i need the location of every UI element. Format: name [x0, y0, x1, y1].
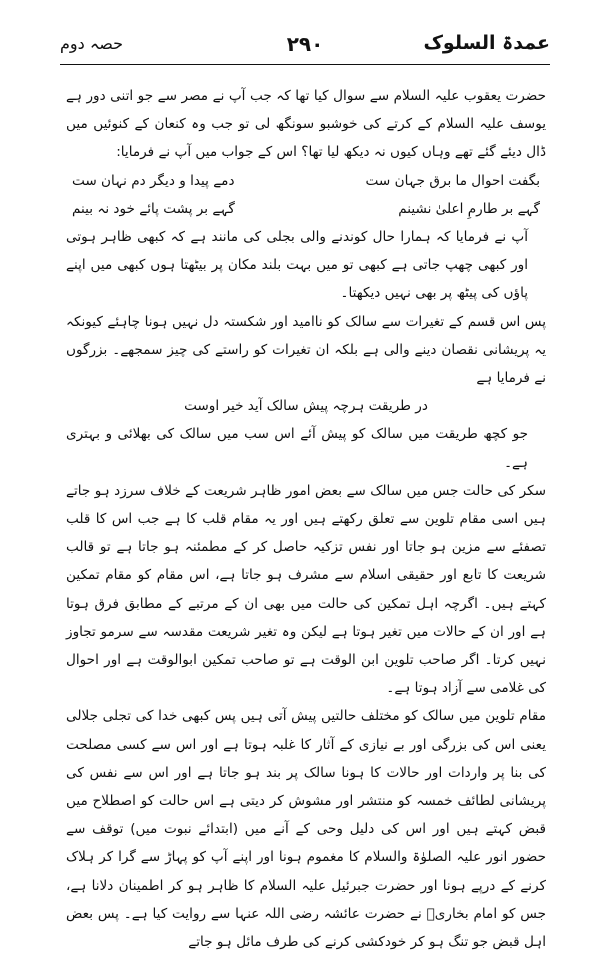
paragraph-6: مقام تلوین میں سالک کو مختلف حالتیں پیش آتی ہیں پس کبھی خدا کی تجلی جلالی یعنی اس کی بزرگی اور بے نیازی کے آثار کا غلبہ ہوتا ہے اور اس سے کسی مصلحت کی بنا پر واردات اور حالات کا ہونا سالک پر بند ہو جاتا ہے اور اس سے نفس کی پریشانی لطائف خمسہ کو منتشر اور مشوش کر دیتی ہے اس حالت کو اصطلاح میں قبض کہتے ہیں اور اس کی دلیل وحی کے آنے میں (ابتدائے نبوت میں) توقف سے حضور انور علیہ الصلوٰۃ والسلام کا مغموم ہونا اور اپنے آپ کو پہاڑ سے گرا کر ہلاک کرنے کے درپے ہونا اور حضرت جبرئیل علیہ السلام کا ظاہر ہو کر اطمینان دلانا ہے، جس کو امام بخاریؒ نے حضرت عائشہ رضی اللہ عنہا سے روایت کیا ہے۔ پس بعض اہل قبض جو تنگ ہو کر خودکشی کرنے کی طرف مائل ہو جاتے — [66, 708, 546, 951]
paragraph-4: جو کچھ طریقت میں سالک کو پیش آئے اس سب میں سالک کی بھلائی و بہتری ہے۔ — [66, 426, 528, 471]
part-label: حصہ دوم — [60, 34, 123, 53]
book-title: عمدۃ السلوک — [423, 32, 550, 54]
couplet-1 — [72, 167, 540, 195]
hemistich-1b: دمے پیدا و دیگر دم نہان ست — [72, 172, 235, 189]
hemistich-1a: بگفت احوال ما برق جہان ست — [365, 172, 540, 189]
persian-verse-2: در طریقت ہرچہ پیش سالک آید خیر اوست — [184, 398, 428, 415]
page-body — [66, 82, 546, 956]
page-header — [60, 32, 550, 62]
couplet-2 — [72, 195, 540, 223]
paragraph-1: حضرت یعقوب علیہ السلام سے سوال کیا تھا کہ جب آپ نے مصر سے جو اتنی دور ہے یوسف علیہ السلام کے کرتے کی خوشبو سونگھ لی تو جب وہ کنعان کے کنوئیں میں ڈال دیئے گئے تھے وہاں کیوں نہ دیکھ لیا تھا؟ اس کے جواب میں آپ نے فرمایا: — [66, 88, 546, 161]
persian-poem-1 — [66, 167, 546, 223]
paragraph-5: سکر کی حالت جس میں سالک سے بعض امور ظاہر شریعت کے خلاف سرزد ہو جاتے ہیں اسی مقام تلوین سے تعلق رکھتے ہیں اور یہ مقام قلب کا ہے جب اس کا قلب تصفئے سے مزین ہو جاتا اور نفس تزکیہ حاصل کر کے مطمئنہ ہو جاتا ہے تو قالب شریعت کا تابع اور حقیقی اسلام سے مشرف ہو جاتا ہے، اس مقام کو مقام تمکین کہتے ہیں۔ اگرچہ اہل تمکین کی حالت میں بھی ان کے مرتبے کے مطابق فرق ہوتا ہے اور ان کے حالات میں تغیر ہوتا ہے لیکن وہ تغیر شریعت مقدسہ سے سرمو تجاوز نہیں کرتا۔ اگر صاحب تلوین ابن الوقت ہے تو صاحب تمکین ابوالوقت ہے اور احوال کی غلامی سے آزاد ہوتا ہے۔ — [66, 482, 546, 697]
hemistich-2a: گہے بر طارمِ اعلیٰ نشینم — [398, 200, 540, 217]
page-number: ۲۹۰ — [286, 32, 324, 56]
paragraph-3: پس اس قسم کے تغیرات سے سالک کو ناامید اور شکستہ دل نہیں ہونا چاہئے کیونکہ یہ پریشانی نقصان دینے والی ہے بلکہ ان تغیرات کو راستے کی چیز سمجھے۔ بزرگوں نے فرمایا ہے — [66, 313, 546, 387]
paragraph-2: آپ نے فرمایا کہ ہمارا حال کوندنے والی بجلی کی مانند ہے کہ کبھی ظاہر ہوتی اور کبھی چھپ جاتی ہے کبھی تو میں بہت بلند مکان پر بیٹھتا ہوں کبھی میں اپنے پاؤں کی پیٹھ پر بھی نہیں دیکھتا۔ — [66, 229, 528, 302]
hemistich-2b: گہے بر پشت پائے خود نہ بینم — [72, 200, 235, 217]
header-rule — [60, 64, 550, 65]
